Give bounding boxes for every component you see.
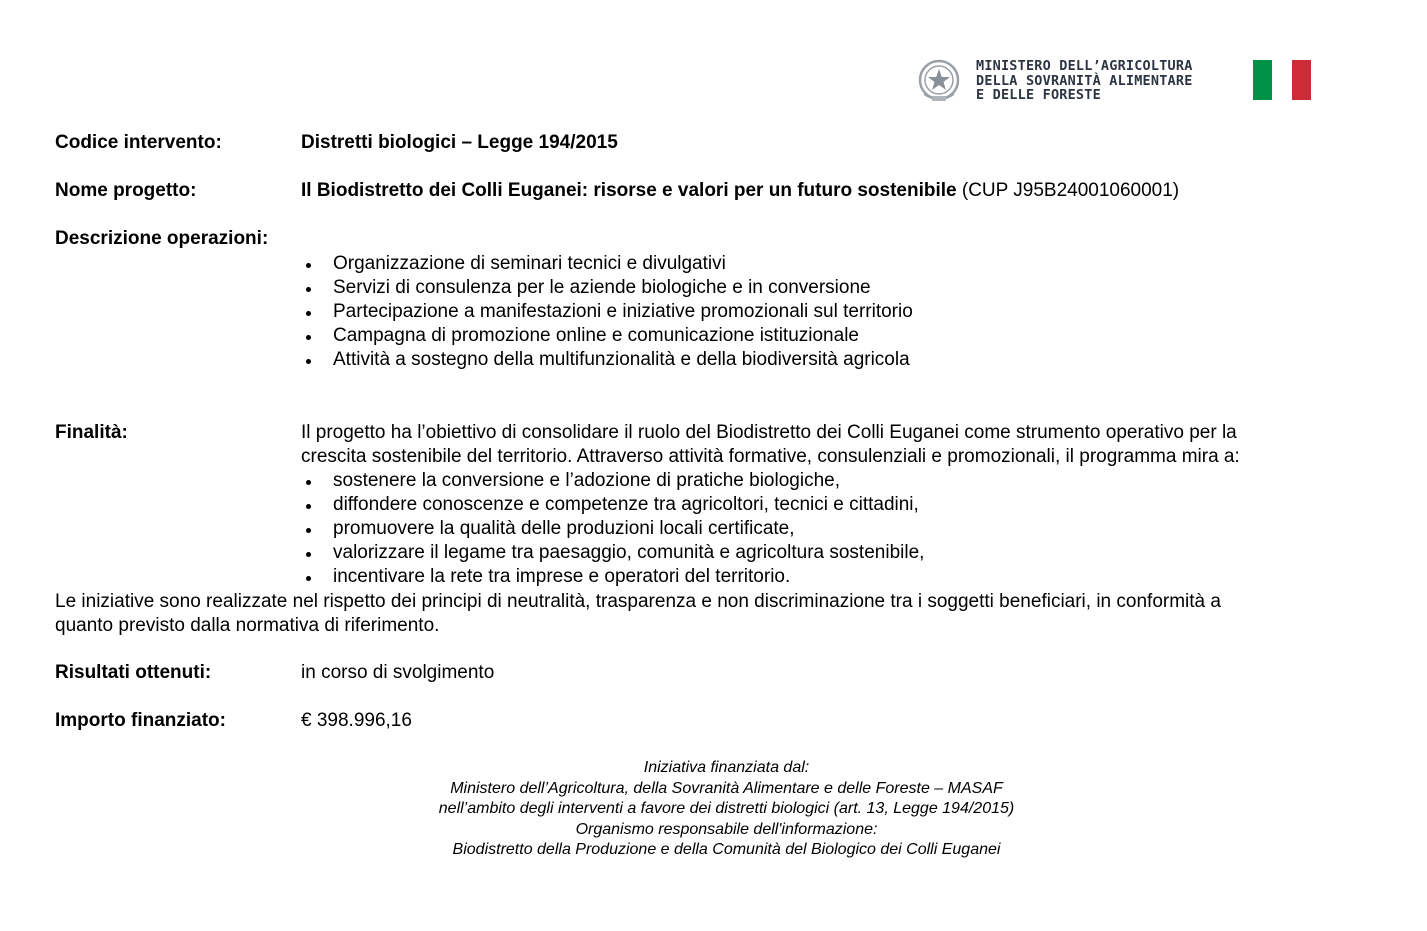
project-cup: (CUP J95B24001060001) <box>956 180 1180 201</box>
risultati-ottenuti-label: Risultati ottenuti: <box>55 662 212 683</box>
footer-line: Iniziativa finanziata dal: <box>643 759 810 776</box>
footer-line: Organismo responsabile dell'informazione: <box>575 820 878 838</box>
importo-finanziato-label: Importo finanziato: <box>55 710 226 731</box>
list-item: sostenere la conversione e l’adozione di pratiche biologiche, <box>301 469 924 493</box>
list-item: valorizzare il legame tra paesaggio, comunità e agricoltura sostenibile, <box>301 541 924 565</box>
list-item: diffondere conoscenze e competenze tra agricoltori, tecnici e cittadini, <box>301 493 924 517</box>
project-title: Il Biodistretto dei Colli Euganei: risorse e valori per un futuro sostenibile <box>301 180 957 201</box>
finalita-list <box>301 469 924 589</box>
funding-footer <box>0 758 1427 861</box>
italian-republic-emblem-icon <box>918 58 960 104</box>
risultati-ottenuti-value: in corso di svolgimento <box>301 662 495 683</box>
finalita-intro-line: Il progetto ha l’obiettivo di consolidare il ruolo del Biodistretto dei Colli Euganei come strumento operativo per la <box>301 422 1237 443</box>
list-item: incentivare la rete tra imprese e operatori del territorio. <box>301 565 924 589</box>
importo-finanziato-value: € 398.996,16 <box>301 710 412 731</box>
operazioni-list <box>301 252 913 372</box>
ministry-name <box>976 59 1238 103</box>
italian-flag-icon <box>1253 60 1311 100</box>
ministry-logo <box>918 56 1238 106</box>
nome-progetto-label: Nome progetto: <box>55 180 197 201</box>
finalita-intro <box>301 421 1361 469</box>
finalita-closing-line: quanto previsto dalla normativa di riferimento. <box>55 615 440 636</box>
list-item: Attività a sostegno della multifunzionalità e della biodiversità agricola <box>301 348 913 372</box>
finalita-intro-line: crescita sostenibile del territorio. Attraverso attività formative, consulenziali e promozionali, il programma mira a: <box>301 446 1240 467</box>
flag-stripe-red <box>1292 60 1311 100</box>
nome-progetto-value <box>301 179 1179 203</box>
ministry-name-line: DELLA SOVRANITÀ ALIMENTARE <box>976 72 1193 89</box>
finalita-closing <box>55 590 1375 638</box>
ministry-name-line: MINISTERO DELL’AGRICOLTURA <box>976 58 1193 75</box>
list-item: promuovere la qualità delle produzioni locali certificate, <box>301 517 924 541</box>
descrizione-operazioni-label: Descrizione operazioni: <box>55 228 269 249</box>
list-item: Campagna di promozione online e comunicazione istituzionale <box>301 324 913 348</box>
finalita-closing-line: Le iniziative sono realizzate nel rispetto dei principi di neutralità, trasparenza e non discriminazione tra i soggetti beneficiari, in conformità a <box>55 591 1221 612</box>
list-item: Partecipazione a manifestazioni e iniziative promozionali sul territorio <box>301 300 913 324</box>
ministry-name-line: E DELLE FORESTE <box>976 87 1101 104</box>
codice-intervento-value: Distretti biologici – Legge 194/2015 <box>301 132 618 153</box>
list-item: Organizzazione di seminari tecnici e divulgativi <box>301 252 913 276</box>
footer-line: Ministero dell’Agricoltura, della Sovranità Alimentare e delle Foreste – MASAF <box>450 779 1003 797</box>
codice-intervento-label: Codice intervento: <box>55 132 222 153</box>
flag-stripe-green <box>1253 60 1272 100</box>
footer-line: Biodistretto della Produzione e della Comunità del Biologico dei Colli Euganei <box>452 841 1001 858</box>
footer-line: nell’ambito degli interventi a favore dei distretti biologici (art. 13, Legge 194/2015) <box>438 800 1015 817</box>
finalita-label: Finalità: <box>55 422 128 443</box>
list-item: Servizi di consulenza per le aziende biologiche e in conversione <box>301 276 913 300</box>
flag-stripe-white <box>1272 60 1291 100</box>
